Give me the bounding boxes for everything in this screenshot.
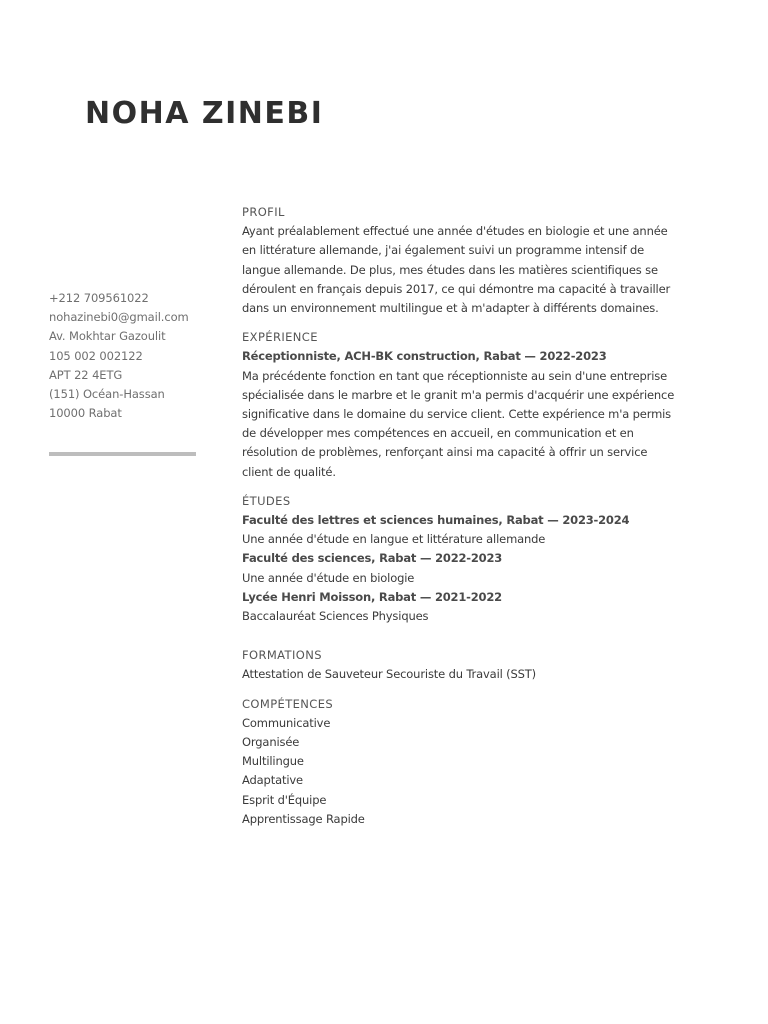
skill-item: Apprentissage Rapide: [242, 811, 365, 826]
training-item: Attestation de Sauveteur Secouriste du Travail (SST): [242, 667, 537, 682]
section-gap: [242, 685, 712, 695]
education-detail: Une année d'étude en biologie: [242, 570, 415, 585]
candidate-name: NOHA ZINEBI: [85, 96, 324, 131]
contact-address-street: Av. Mokhtar Gazoulit: [49, 329, 166, 344]
trainings-heading: FORMATIONS: [242, 648, 322, 663]
section-gap: [242, 318, 712, 328]
education-detail: Une année d'étude en langue et littérature allemande: [242, 532, 546, 547]
contact-address-number: 105 002 002122: [49, 348, 143, 363]
skill-item: Adaptative: [242, 773, 303, 788]
section-gap: [242, 482, 712, 492]
profile-section: [242, 203, 712, 318]
contact-divider: [49, 452, 196, 456]
contact-email: nohazinebi0@gmail.com: [49, 310, 189, 325]
experience-title: Réceptionniste, ACH-BK construction, Rabat — 2022-2023: [242, 349, 607, 364]
contact-block: [49, 289, 209, 423]
skill-item: Multilingue: [242, 754, 304, 769]
main-content: [242, 203, 712, 829]
profile-line: langue allemande. De plus, mes études dans les matières scientifiques se: [242, 262, 658, 277]
experience-line: de développer mes compétences en accueil, en communication et en: [242, 426, 634, 441]
profile-line: dans un environnement multilingue et à m'adapter à différents domaines.: [242, 301, 659, 316]
experience-line: spécialisée dans le marbre et le granit m'a permis d'acquérir une expérience: [242, 387, 675, 402]
skills-section: [242, 695, 712, 829]
education-school: Faculté des sciences, Rabat — 2022-2023: [242, 551, 503, 566]
education-heading: ÉTUDES: [242, 493, 291, 508]
experience-heading: EXPÉRIENCE: [242, 330, 318, 345]
experience-line: Ma précédente fonction en tant que réceptionniste au sein d'une entreprise: [242, 368, 668, 383]
profile-heading: PROFIL: [242, 205, 285, 219]
skill-item: Esprit d'Équipe: [242, 792, 327, 807]
education-school: Faculté des lettres et sciences humaines, Rabat — 2023-2024: [242, 513, 630, 528]
section-gap: [242, 626, 712, 646]
skill-item: Communicative: [242, 715, 331, 730]
profile-line: déroulent en français depuis 2017, ce qui démontre ma capacité à travailler: [242, 281, 671, 296]
contact-address-apartment: APT 22 4ETG: [49, 367, 123, 382]
experience-line: résolution de problèmes, renforçant ainsi ma capacité à offrir un service: [242, 445, 648, 460]
skills-heading: COMPÉTENCES: [242, 696, 334, 711]
skill-item: Organisée: [242, 735, 300, 750]
education-school: Lycée Henri Moisson, Rabat — 2021-2022: [242, 589, 502, 604]
trainings-section: [242, 646, 712, 684]
education-detail: Baccalauréat Sciences Physiques: [242, 609, 429, 624]
experience-section: [242, 328, 712, 482]
experience-line: significative dans le domaine du service client. Cette expérience m'a permis: [242, 407, 672, 422]
contact-phone: +212 709561022: [49, 291, 149, 305]
contact-address-city: 10000 Rabat: [49, 406, 122, 421]
profile-line: Ayant préalablement effectué une année d'études en biologie et une année: [242, 224, 668, 239]
contact-address-district: (151) Océan-Hassan: [49, 387, 165, 402]
profile-line: en littérature allemande, j'ai également suivi un programme intensif de: [242, 243, 645, 258]
experience-line: client de qualité.: [242, 464, 336, 479]
education-section: [242, 492, 712, 626]
